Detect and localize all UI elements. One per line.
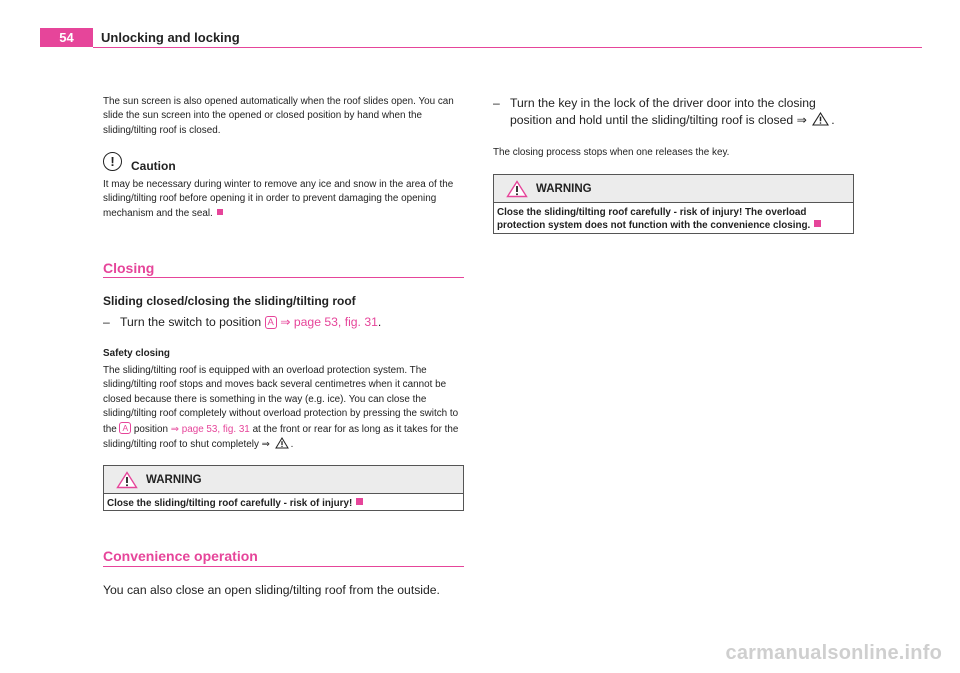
convenience-section-title: Convenience operation — [103, 548, 258, 564]
arrow-icon: ⇒ — [261, 439, 270, 451]
position-a-badge: A — [265, 316, 277, 329]
caution-title: Caution — [131, 159, 176, 173]
safety-closing-body — [103, 364, 464, 452]
key-step-text: Turn the key in the lock of the driver door into the closing position and hold until the sliding/tilting roof is closed — [510, 96, 816, 127]
warning-triangle-icon[interactable] — [275, 437, 289, 449]
closing-step-end: . — [377, 315, 382, 329]
warning-triangle-icon — [116, 471, 138, 489]
safety-text-part-3: at the front or rear for as long as it takes for the sliding/tilting roof to shut completely — [103, 423, 459, 451]
position-a-badge: A — [119, 422, 131, 434]
warning-text: Close the sliding/tilting roof carefully - risk of injury! The overload protection system does not function with the convenience closing. — [497, 207, 811, 232]
header-rule — [93, 47, 922, 48]
convenience-body: You can also close an open sliding/tilting roof from the outside. — [103, 583, 440, 597]
key-step-end: . — [831, 112, 835, 127]
watermark: carmanualsonline.info — [725, 642, 942, 664]
page-number: 54 — [40, 28, 93, 47]
warning-header — [494, 175, 853, 203]
closing-step — [103, 314, 464, 331]
convenience-section-rule — [103, 566, 464, 567]
safety-text-part-2: position — [133, 423, 168, 435]
warning-box — [493, 174, 854, 234]
page-reference-link[interactable]: ⇒ page 53, fig. 31 — [170, 423, 250, 435]
arrow-icon: ⇒ — [796, 112, 807, 127]
warning-title: WARNING — [146, 473, 202, 486]
end-mark-icon — [356, 498, 363, 505]
warning-box — [103, 465, 464, 511]
warning-triangle-icon[interactable] — [812, 112, 829, 126]
warning-triangle-icon — [506, 180, 528, 198]
closing-section-rule — [103, 277, 464, 278]
caution-text: It may be necessary during winter to remove any ice and snow in the area of the sliding/tilting roof before opening it in order to prevent damaging the opening mechanism and the seal. — [103, 179, 454, 219]
closing-step-text: Turn the switch to position — [120, 315, 262, 329]
safety-text-end: . — [290, 439, 294, 451]
chapter-title: Unlocking and locking — [101, 30, 240, 45]
end-mark-icon — [217, 209, 223, 215]
warning-header — [104, 466, 463, 494]
intro-paragraph: The sun screen is also opened automatically when the roof slides open. You can slide the sun screen into the opened or closed position by hand when the sliding/tilting roof is closed. — [103, 96, 454, 136]
safety-text-part-1: The sliding/tilting roof is equipped with an overload protection system. The sliding/tilting roof stops and moves back several centimetres when it cannot be closed because there is something in the way (e.g. ice). You can close the sliding/tilting roof completely without overload protection by pressing the switch to the — [103, 365, 459, 435]
closing-section-title: Closing — [103, 260, 155, 276]
warning-body — [104, 494, 463, 513]
warning-title: WARNING — [536, 182, 592, 195]
safety-closing-title: Safety closing — [103, 348, 170, 359]
step-dash: – — [103, 315, 110, 329]
caution-heading — [103, 152, 464, 171]
end-mark-icon — [814, 220, 821, 227]
caution-icon: ! — [103, 152, 122, 171]
page-reference-link[interactable]: ⇒ page 53, fig. 31 — [280, 315, 378, 329]
right-column — [493, 0, 854, 232]
warning-body — [494, 203, 853, 235]
step-dash: – — [493, 96, 500, 110]
closing-subtitle: Sliding closed/closing the sliding/tilting roof — [103, 294, 356, 308]
key-step — [493, 95, 854, 128]
caution-body — [103, 178, 464, 221]
warning-text: Close the sliding/tilting roof carefully - risk of injury! — [107, 498, 353, 509]
closing-note: The closing process stops when one releases the key. — [493, 147, 730, 158]
